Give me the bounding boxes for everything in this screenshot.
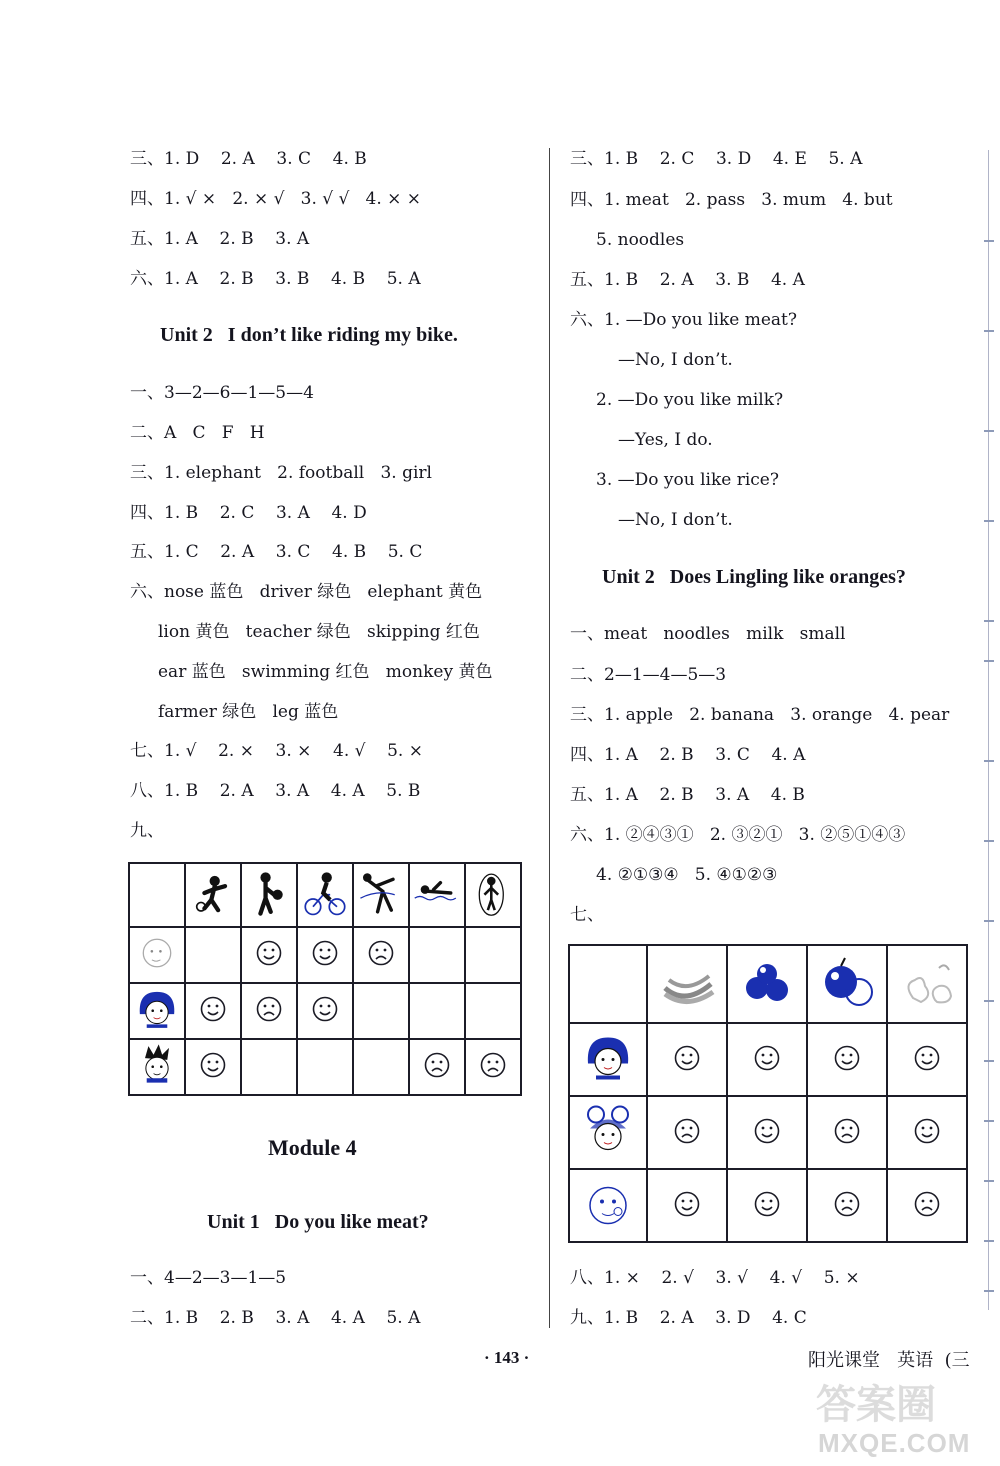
page-number: · 143 · [484,1348,530,1367]
mark-cell [185,983,241,1039]
sad-face-icon [914,1191,940,1217]
answer-line: 2. —Do you like milk? [596,390,784,410]
unit-title: Unit 2 I don’t like riding my bike. [160,324,458,346]
mark-cell [887,1169,967,1242]
answer-line: 四、1. √ × 2. × √ 3. √ √ 4. × × [130,189,422,209]
happy-face-icon [754,1191,780,1217]
edge-mark [984,1290,994,1292]
header-cell [887,945,967,1023]
table-row [129,927,521,983]
edge-mark [984,840,994,842]
answer-line: —No, I don’t. [618,510,733,530]
person-cell [129,1039,185,1095]
table-row [129,1039,521,1095]
sad-face-icon [256,996,282,1022]
mark-cell [887,1096,967,1169]
person-cell [569,1023,647,1096]
mark-cell [465,927,521,983]
edge-mark [984,1240,994,1242]
mark-cell [887,1023,967,1096]
header-cell [297,863,353,927]
mark-cell [409,1039,465,1095]
answer-line: 四、1. B 2. C 3. A 4. D [130,503,367,523]
edge-mark [984,760,994,762]
edge-mark [984,1060,994,1062]
sad-face-icon [834,1118,860,1144]
edge-mark [984,430,994,432]
answer-line: 二、1. B 2. B 3. A 4. A 5. A [130,1308,421,1328]
answer-line: 九、 [130,821,164,841]
baby-face-icon [580,1171,636,1236]
edge-mark [984,1120,994,1122]
happy-face-icon [754,1118,780,1144]
corner-cell [569,945,647,1023]
mark-cell [409,927,465,983]
person-cell [569,1169,647,1242]
happy-face-icon [256,940,282,966]
answer-line: 六、1. ②④③① 2. ③②① 3. ②⑤①④③ [570,825,906,845]
banana-icon [659,948,715,1016]
answer-line: 三、1. elephant 2. football 3. girl [130,463,432,483]
mark-cell [353,983,409,1039]
answer-line: 五、1. A 2. B 3. A [130,229,310,249]
table-row [569,1169,967,1242]
sad-face-icon [674,1118,700,1144]
mark-cell [727,1023,807,1096]
mark-cell [241,983,297,1039]
header-cell [185,863,241,927]
answer-line: 3. —Do you like rice? [596,470,779,490]
module-title: Module 4 [268,1135,357,1160]
mark-cell [465,983,521,1039]
answer-line: 五、1. A 2. B 3. A 4. B [570,785,805,805]
girl-face-icon [580,1025,636,1090]
answer-line: 三、1. B 2. C 3. D 4. E 5. A [570,149,863,169]
answer-line: 六、1. A 2. B 3. B 4. B 5. A [130,269,421,289]
football-player-icon [189,866,237,920]
mark-cell [297,927,353,983]
mark-cell [297,983,353,1039]
happy-face-icon [200,996,226,1022]
unit-title: Unit 2 Does Lingling like oranges? [602,566,906,588]
answer-line: 一、meat noodles milk small [570,624,846,644]
mark-cell [353,927,409,983]
answer-line: 七、1. √ 2. × 3. × 4. √ 5. × [130,741,423,761]
mark-cell [185,927,241,983]
person-cell [569,1096,647,1169]
mark-cell [647,1023,727,1096]
bun-hair-girl-icon [580,1098,636,1163]
header-cell [465,863,521,927]
edge-mark [984,520,994,522]
header-cell [353,863,409,927]
skipping-rope-icon [469,866,517,920]
edge-mark [984,660,994,662]
happy-face-icon [914,1118,940,1144]
person-cell [129,983,185,1039]
header-cell [409,863,465,927]
watermark-top: 答案圈 [816,1382,936,1428]
answer-line: 二、2—1—4—5—3 [570,665,727,685]
happy-face-icon [312,940,338,966]
book-title: 阳光课堂 英语 (三 [808,1350,970,1371]
answer-line: 一、4—2—3—1—5 [130,1268,287,1288]
mark-cell [297,1039,353,1095]
column-divider [549,148,550,1328]
sad-face-icon [480,1052,506,1078]
answer-line: farmer 绿色 leg 蓝色 [158,702,339,722]
cyclist-icon [301,866,349,920]
answer-line: 八、1. B 2. A 3. A 4. A 5. B [130,781,421,801]
corner-cell [129,863,185,927]
person-cell [129,927,185,983]
mark-cell [185,1039,241,1095]
header-cell [241,863,297,927]
mark-cell [807,1023,887,1096]
mark-cell [241,1039,297,1095]
answer-line: 三、1. D 2. A 3. C 4. B [130,149,367,169]
answer-line: —Yes, I do. [618,430,713,450]
sad-face-icon [368,940,394,966]
page-edge-rule [988,150,989,1310]
apple-icon [819,948,875,1016]
mark-cell [727,1096,807,1169]
header-cell [727,945,807,1023]
answer-line: 五、1. C 2. A 3. C 4. B 5. C [130,542,423,562]
watermark-url: MXQE.COM [818,1428,971,1458]
orange-icon [739,948,795,1016]
happy-face-icon [914,1045,940,1071]
unit-title: Unit 1 Do you like meat? [207,1211,429,1233]
happy-face-icon [674,1191,700,1217]
answer-line: 五、1. B 2. A 3. B 4. A [570,270,805,290]
swimmer-icon [413,866,461,920]
edge-mark [984,620,994,622]
happy-face-icon [312,996,338,1022]
happy-face-icon [200,1052,226,1078]
answer-line: 4. ②①③④ 5. ④①②③ [596,865,778,885]
sad-face-icon [834,1191,860,1217]
edge-mark [984,240,994,242]
stretching-person-icon [357,866,405,920]
edge-mark [984,1000,994,1002]
mark-cell [353,1039,409,1095]
mark-cell [647,1096,727,1169]
answer-line: 六、nose 蓝色 driver 绿色 elephant 黄色 [130,582,483,602]
answer-line: —No, I don’t. [618,350,733,370]
happy-face-icon [834,1045,860,1071]
girl-face-icon [133,985,181,1033]
table-row [569,1096,967,1169]
answer-line: 九、1. B 2. A 3. D 4. C [570,1308,807,1328]
mark-cell [647,1169,727,1242]
pear-icon [899,948,955,1016]
answer-line: 5. noodles [596,230,685,250]
answer-line: 三、1. apple 2. banana 3. orange 4. pear [570,705,950,725]
happy-face-icon [754,1045,780,1071]
edge-mark [984,1180,994,1182]
spiky-hair-boy-icon [133,1041,181,1089]
answer-line: 一、3—2—6—1—5—4 [130,383,314,403]
answer-line: lion 黄色 teacher 绿色 skipping 红色 [158,622,480,642]
mark-cell [727,1169,807,1242]
happy-face-icon [674,1045,700,1071]
mark-cell [409,983,465,1039]
basketball-player-icon [245,866,293,920]
table-nine [128,862,522,1096]
mark-cell [241,927,297,983]
answer-line: 八、1. × 2. √ 3. √ 4. √ 5. × [570,1268,860,1288]
edge-mark [984,920,994,922]
answer-line: 四、1. meat 2. pass 3. mum 4. but [570,190,893,210]
table-row [569,1023,967,1096]
answer-line: 六、1. —Do you like meat? [570,310,797,330]
header-cell [807,945,887,1023]
sad-face-icon [424,1052,450,1078]
answer-line: 二、A C F H [130,423,265,443]
boy-face-icon [133,929,181,977]
answer-line: ear 蓝色 swimming 红色 monkey 黄色 [158,662,493,682]
edge-mark [984,330,994,332]
mark-cell [465,1039,521,1095]
table-row [129,983,521,1039]
table-seven [568,944,968,1243]
answer-line: 四、1. A 2. B 3. C 4. A [570,745,806,765]
header-cell [647,945,727,1023]
mark-cell [807,1169,887,1242]
mark-cell [807,1096,887,1169]
answer-line: 七、 [570,905,604,925]
